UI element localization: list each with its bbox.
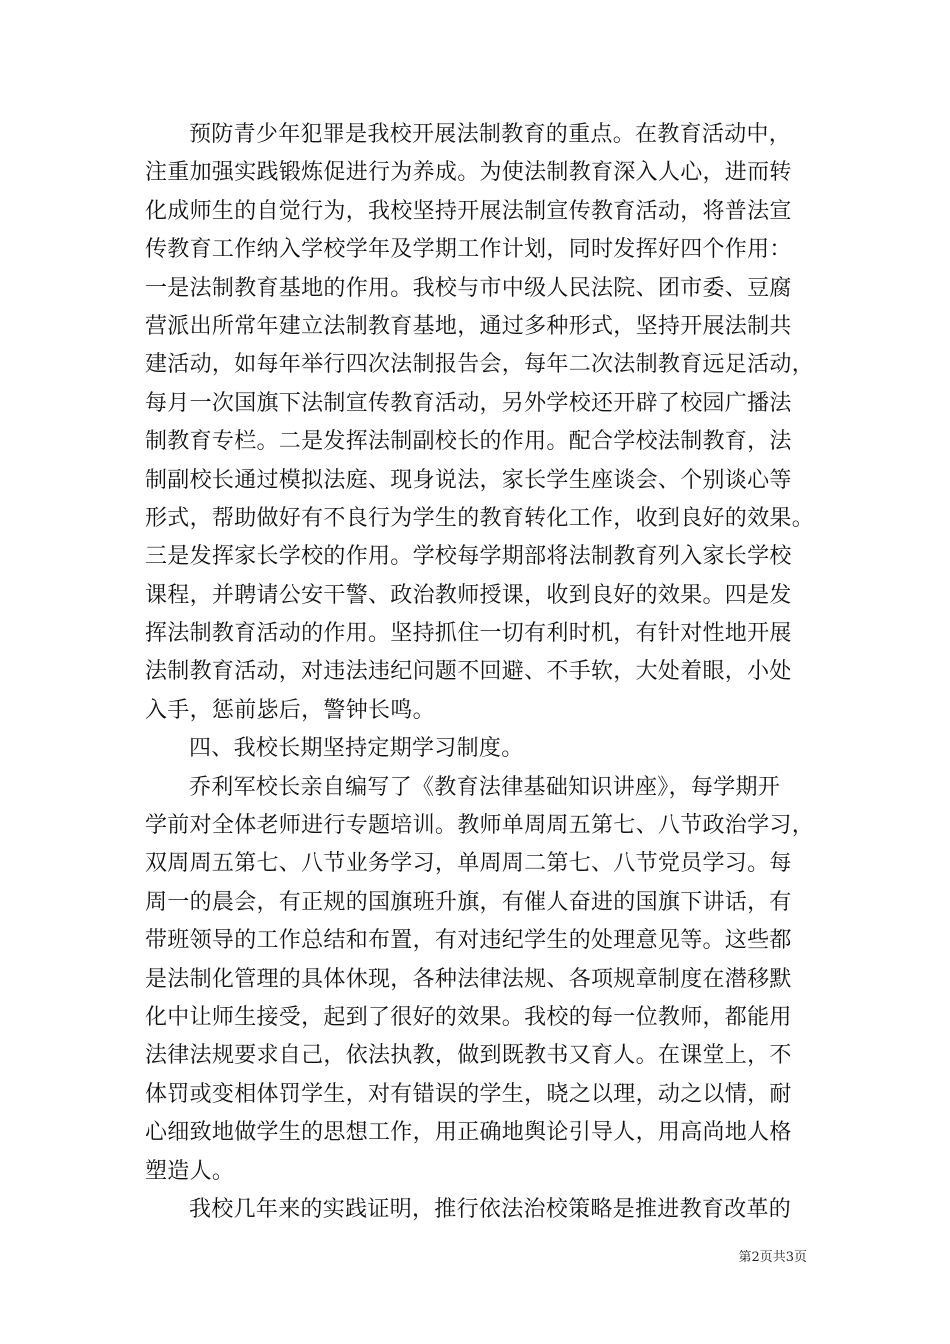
text-line: 双周周五第七、八节业务学习，单周周二第七、八节党员学习。每 bbox=[145, 851, 792, 877]
text-line: 形式，帮助做好有不良行为学生的教育转化工作，收到良好的效果。 bbox=[145, 505, 815, 531]
text-line: 挥法制教育活动的作用。坚持抓住一切有利时机，有针对性地开展 bbox=[145, 621, 792, 647]
text-line: 学前对全体老师进行专题培训。教师单周周五第七、八节政治学习， bbox=[145, 813, 815, 839]
text-line: 法制教育活动，对违法违纪问题不回避、不手软，大处着眼，小处 bbox=[145, 659, 792, 685]
text-line: 塑造人。 bbox=[145, 1158, 235, 1184]
text-line: 体罚或变相体罚学生，对有错误的学生，晓之以理，动之以情，耐 bbox=[145, 1081, 792, 1107]
text-line: 每月一次国旗下法制宣传教育活动，另外学校还开辟了校园广播法 bbox=[145, 390, 792, 416]
text-line: 一是法制教育基地的作用。我校与市中级人民法院、团市委、豆腐 bbox=[145, 275, 792, 301]
text-line: 化成师生的自觉行为，我校坚持开展法制宣传教育活动，将普法宣 bbox=[145, 198, 792, 224]
text-line: 制副校长通过模拟法庭、现身说法，家长学生座谈会、个别谈心等 bbox=[145, 467, 792, 493]
text-line: 课程，并聘请公安干警、政治教师授课，收到良好的效果。四是发 bbox=[145, 582, 792, 608]
document-body bbox=[145, 116, 815, 1229]
text-line: 周一的晨会，有正规的国旗班升旗，有催人奋进的国旗下讲话，有 bbox=[145, 889, 792, 915]
text-line: 预防青少年犯罪是我校开展法制教育的重点。在教育活动中， bbox=[189, 122, 792, 147]
text-line: 是法制化管理的具体休现，各种法律法规、各项规章制度在潜移默 bbox=[145, 966, 792, 992]
text-line: 带班领导的工作总结和布置，有对违纪学生的处理意见等。这些都 bbox=[145, 928, 792, 954]
text-line: 建活动，如每年举行四次法制报告会，每年二次法制教育远足活动， bbox=[145, 352, 815, 378]
text-line: 营派出所常年建立法制教育基地，通过多种形式，坚持开展法制共 bbox=[145, 313, 792, 339]
text-line: 法律法规要求自己，依法执教，做到既教书又育人。在课堂上，不 bbox=[145, 1043, 792, 1069]
text-line: 我校几年来的实践证明，推行依法治校策略是推进教育改革的 bbox=[189, 1196, 792, 1222]
text-line: 传教育工作纳入学校学年及学期工作计划，同时发挥好四个作用： bbox=[145, 237, 792, 263]
text-line: 心细致地做学生的思想工作，用正确地舆论引导人，用高尚地人格 bbox=[145, 1120, 792, 1146]
text-line: 入手，惩前毖后，警钟长鸣。 bbox=[145, 697, 435, 723]
page-number-footer: 第2页共3页 bbox=[738, 1250, 807, 1265]
text-line: 四、我校长期坚持定期学习制度。 bbox=[189, 736, 524, 762]
text-line: 制教育专栏。二是发挥法制副校长的作用。配合学校法制教育，法 bbox=[145, 429, 792, 455]
text-line: 乔利军校长亲自编写了《教育法律基础知识讲座》，每学期开 bbox=[189, 774, 781, 800]
text-line: 化中让师生接受，起到了很好的效果。我校的每一位教师，都能用 bbox=[145, 1004, 792, 1030]
text-line: 注重加强实践锻炼促进行为养成。为使法制教育深入人心，进而转 bbox=[145, 160, 792, 186]
text-line: 三是发挥家长学校的作用。学校每学期部将法制教育列入家长学校 bbox=[145, 544, 792, 570]
